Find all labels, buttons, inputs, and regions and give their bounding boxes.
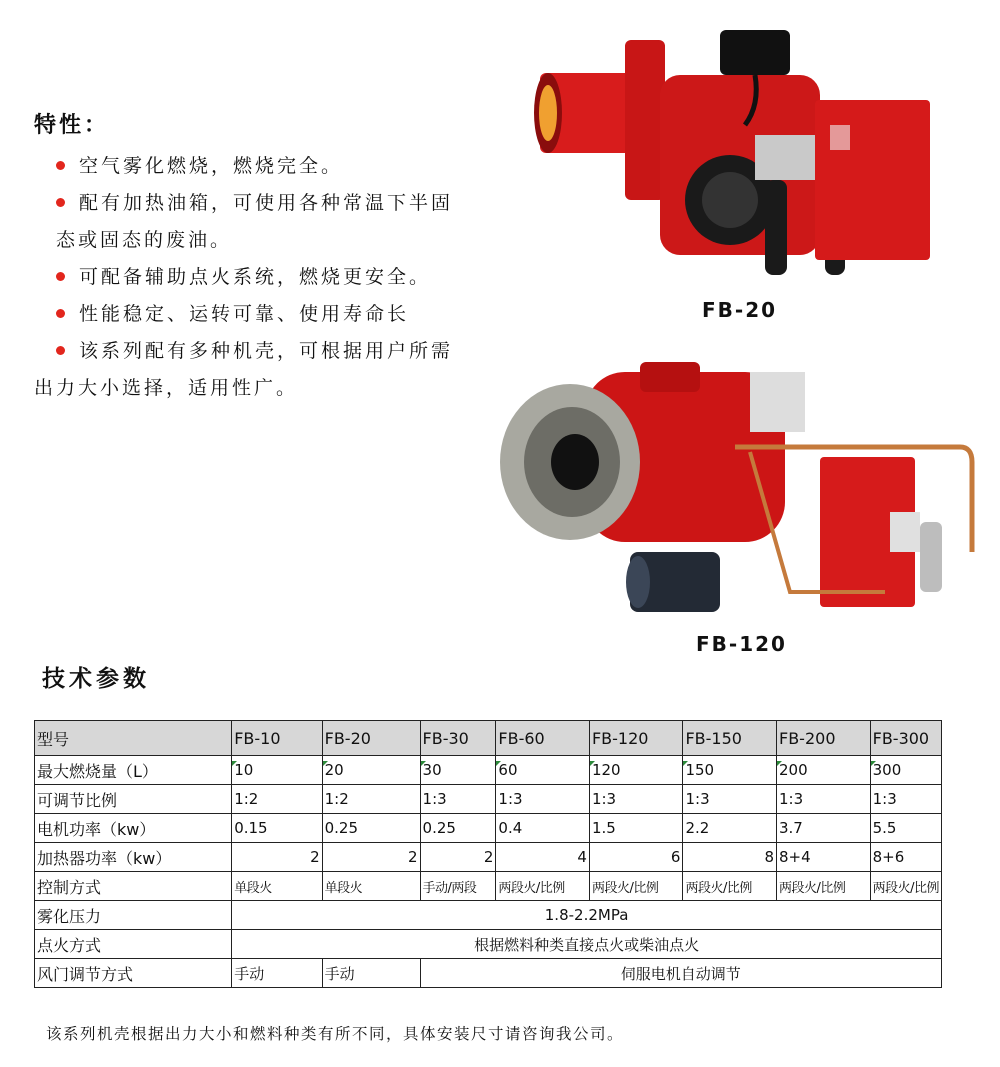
model-cell: FB-30	[420, 721, 496, 756]
feature-item	[34, 148, 514, 185]
value-cell: 1:3	[683, 785, 777, 814]
feature-text: 配有加热油箱，可使用各种常温下半固	[79, 192, 454, 214]
table-row	[35, 872, 942, 901]
bullet-icon	[56, 346, 65, 355]
table-row	[35, 843, 942, 872]
model-cell: FB-60	[496, 721, 590, 756]
fb20-burner-image	[530, 25, 940, 295]
table-row	[35, 814, 942, 843]
value-cell: 两段火/比例	[589, 872, 683, 901]
table-row	[35, 785, 942, 814]
row-label: 最大燃烧量（L）	[35, 756, 232, 785]
value-cell: 单段火	[232, 872, 322, 901]
feature-item	[34, 185, 514, 222]
value-cell: 手动/两段	[420, 872, 496, 901]
value-cell: 1:3	[870, 785, 941, 814]
value-cell: 120	[589, 756, 683, 785]
model-cell: FB-20	[322, 721, 420, 756]
table-row	[35, 959, 942, 988]
value-cell: 2	[322, 843, 420, 872]
value-cell: 伺服电机自动调节	[420, 959, 941, 988]
value-cell: 3.7	[777, 814, 871, 843]
value-cell: 300	[870, 756, 941, 785]
footnote: 该系列机壳根据出力大小和燃料种类有所不同，具体安装尺寸请咨询我公司。	[46, 1025, 625, 1043]
feature-text: 空气雾化燃烧，燃烧完全。	[79, 155, 344, 177]
row-label: 可调节比例	[35, 785, 232, 814]
model-cell: FB-200	[777, 721, 871, 756]
value-cell: 0.25	[322, 814, 420, 843]
value-cell: 1:3	[589, 785, 683, 814]
row-label: 加热器功率（kw）	[35, 843, 232, 872]
table-row	[35, 756, 942, 785]
fb120-burner-image	[490, 362, 975, 624]
value-cell: 1:3	[420, 785, 496, 814]
fb20-caption: FB-20	[702, 298, 778, 322]
value-cell: 8+6	[870, 843, 941, 872]
bullet-icon	[56, 272, 65, 281]
value-cell: 0.15	[232, 814, 322, 843]
value-cell: 60	[496, 756, 590, 785]
header-label: 型号	[35, 721, 232, 756]
value-cell: 8+4	[777, 843, 871, 872]
value-cell: 两段火/比例	[683, 872, 777, 901]
features-title: 特性：	[34, 113, 110, 138]
value-cell: 200	[777, 756, 871, 785]
value-cell: 0.4	[496, 814, 590, 843]
value-cell: 4	[496, 843, 590, 872]
feature-item	[34, 296, 514, 333]
table-header-row	[35, 721, 942, 756]
value-cell: 根据燃料种类直接点火或柴油点火	[232, 930, 942, 959]
feature-text: 该系列配有多种机壳，可根据用户所需	[79, 340, 454, 362]
row-label: 控制方式	[35, 872, 232, 901]
model-cell: FB-10	[232, 721, 322, 756]
value-cell: 1:3	[496, 785, 590, 814]
specs-title: 技术参数	[42, 666, 150, 692]
value-cell: 2.2	[683, 814, 777, 843]
feature-continuation: 态或固态的废油。	[56, 229, 233, 251]
value-cell: 150	[683, 756, 777, 785]
value-cell: 手动	[322, 959, 420, 988]
row-label: 点火方式	[35, 930, 232, 959]
value-cell: 单段火	[322, 872, 420, 901]
table-row	[35, 901, 942, 930]
value-cell: 2	[420, 843, 496, 872]
value-cell: 6	[589, 843, 683, 872]
value-cell: 10	[232, 756, 322, 785]
value-cell: 30	[420, 756, 496, 785]
row-label: 电机功率（kw）	[35, 814, 232, 843]
value-cell: 手动	[232, 959, 322, 988]
value-cell: 两段火/比例	[777, 872, 871, 901]
model-cell: FB-300	[870, 721, 941, 756]
value-cell: 1:3	[777, 785, 871, 814]
row-label: 雾化压力	[35, 901, 232, 930]
table-row	[35, 930, 942, 959]
bullet-icon	[56, 161, 65, 170]
spec-table	[34, 720, 942, 988]
bullet-icon	[56, 198, 65, 207]
value-cell: 20	[322, 756, 420, 785]
value-cell: 1:2	[232, 785, 322, 814]
value-cell: 1:2	[322, 785, 420, 814]
features-list	[34, 148, 514, 407]
value-cell: 1.8-2.2MPa	[232, 901, 942, 930]
model-cell: FB-120	[589, 721, 683, 756]
feature-text: 可配备辅助点火系统，燃烧更安全。	[79, 266, 432, 288]
value-cell: 8	[683, 843, 777, 872]
row-label: 风门调节方式	[35, 959, 232, 988]
bullet-icon	[56, 309, 65, 318]
value-cell: 两段火/比例	[870, 872, 941, 901]
fb120-caption: FB-120	[696, 632, 787, 656]
value-cell: 2	[232, 843, 322, 872]
value-cell: 两段火/比例	[496, 872, 590, 901]
feature-continuation: 出力大小选择，适用性广。	[34, 377, 299, 399]
feature-text: 性能稳定、运转可靠、使用寿命长	[79, 303, 410, 325]
feature-item	[34, 333, 514, 370]
value-cell: 0.25	[420, 814, 496, 843]
value-cell: 1.5	[589, 814, 683, 843]
value-cell: 5.5	[870, 814, 941, 843]
feature-item	[34, 259, 514, 296]
model-cell: FB-150	[683, 721, 777, 756]
